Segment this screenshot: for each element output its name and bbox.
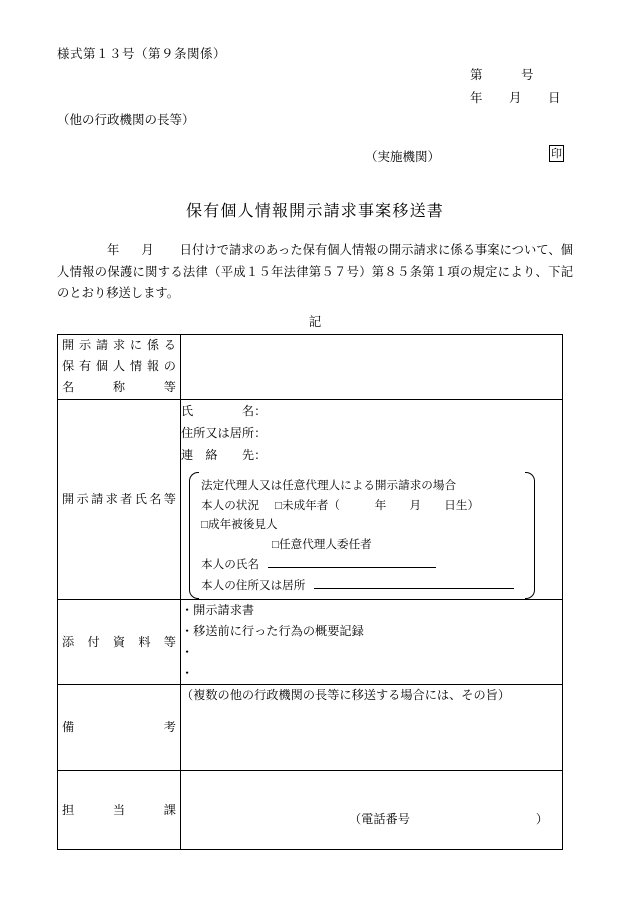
applicant-fields — [181, 400, 562, 466]
applicant-contact-field[interactable]: 連 絡 先： — [181, 448, 267, 462]
principal-address-label: 本人の住所又は居所 — [201, 578, 306, 592]
addressee-line: （他の行政機関の長等） — [57, 113, 195, 127]
principal-status-label: 本人の状況 — [201, 498, 259, 512]
page-title: 保有個人情報開示請求事案移送書 — [185, 203, 444, 220]
ki-mark: 記 — [308, 315, 322, 329]
principal-address-input[interactable] — [314, 575, 514, 589]
row-label-line-2: 保有個人情報の — [62, 359, 176, 373]
principal-address-row — [201, 575, 531, 596]
row-value-department[interactable] — [181, 771, 563, 850]
table-row — [58, 600, 563, 685]
row-label-line-1: 開示請求に係る — [62, 338, 176, 352]
document-number-line — [470, 65, 534, 83]
checkbox-minor[interactable]: □未成年者（ 年 月 日生） — [274, 498, 480, 512]
agent-case-block — [189, 472, 531, 599]
principal-name-input[interactable] — [268, 554, 436, 568]
table-row — [58, 685, 563, 771]
telephone-close-paren: ） — [535, 812, 548, 826]
body-year: 年 — [107, 243, 120, 257]
agent-case-title: 法定代理人又は任意代理人による開示請求の場合 — [201, 479, 457, 492]
row-value-subject-info[interactable] — [181, 335, 563, 400]
principal-name-label: 本人の氏名 — [201, 558, 259, 571]
row-value-applicant — [181, 400, 563, 600]
body-paragraph — [57, 240, 573, 305]
date-day: 日 — [548, 91, 562, 105]
number-label: 第 — [470, 68, 484, 82]
date-month: 月 — [509, 91, 523, 105]
table-row — [58, 335, 563, 400]
row-label-department: 担 当 課 — [58, 771, 181, 850]
list-item[interactable]: ・ — [181, 645, 194, 659]
seal-stamp-box: 印 — [549, 145, 564, 162]
checkbox-adult-ward[interactable]: □成年被後見人 — [201, 518, 278, 531]
list-item: ・移送前に行った行為の概要記録 — [181, 624, 364, 638]
applicant-address-field[interactable]: 住所又は居所： — [181, 426, 267, 440]
brace-left-decoration — [189, 472, 199, 599]
brace-right-decoration — [525, 472, 535, 599]
table-row — [58, 771, 563, 850]
row-label-remarks: 備 考 — [58, 685, 181, 771]
row-value-remarks[interactable]: （複数の他の行政機関の長等に移送する場合には、その旨） — [181, 685, 563, 771]
row-label-subject-info — [58, 335, 181, 400]
number-suffix: 号 — [521, 68, 535, 82]
telephone-label: （電話番号 — [349, 812, 410, 826]
body-sentence: 日付けで請求のあった保有個人情報の開示請求に係る事案について、個人情報の保護に関する法律（平成１５年法律第５７号）第８５条第１項の規定により、下記のとおり移送します。 — [57, 243, 573, 300]
list-item: ・開示請求書 — [181, 603, 255, 617]
table-row — [58, 400, 563, 600]
telephone-line — [181, 809, 562, 830]
document-date-line — [470, 88, 561, 106]
principal-name-row — [201, 554, 531, 575]
date-year: 年 — [470, 91, 484, 105]
row-value-attachments — [181, 600, 563, 685]
list-item[interactable]: ・ — [181, 666, 194, 680]
row-label-line-3: 名 称 等 — [62, 380, 176, 394]
body-month: 月 — [141, 243, 154, 257]
checkbox-voluntary-agent[interactable]: □任意代理人委任者 — [272, 537, 372, 551]
principal-status-row — [201, 496, 531, 535]
form-number: 様式第１３号（第９条関係） — [57, 47, 227, 61]
voluntary-agent-row — [201, 535, 531, 555]
main-table — [57, 334, 563, 850]
applicant-name-field[interactable]: 氏 名： — [181, 404, 267, 418]
row-label-applicant: 開示請求者氏名等 — [58, 400, 181, 600]
agency-line: （実施機関） — [365, 150, 441, 164]
row-label-attachments: 添 付 資 料 等 — [58, 600, 181, 685]
attachment-list — [181, 600, 562, 684]
